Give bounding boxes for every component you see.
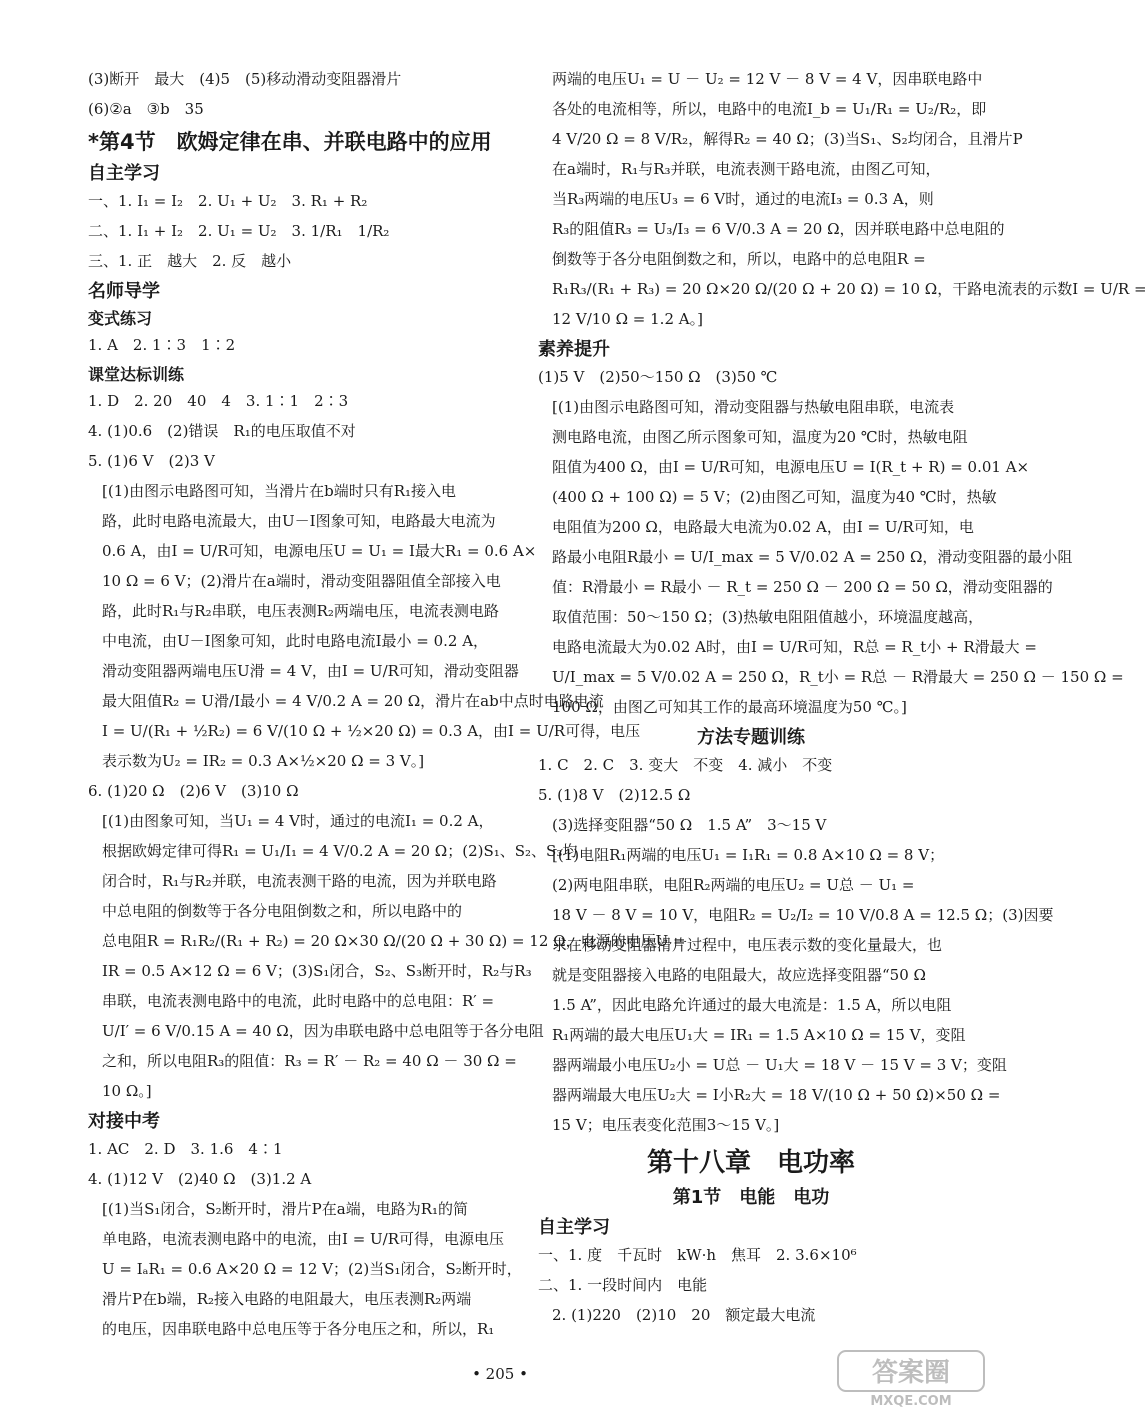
answer-line: 取值范围：50～150 Ω；(3)热敏电阻阻值越小，环境温度越高， — [552, 608, 984, 626]
answer-line: 中总电阻的倒数等于各分电阻倒数之和，所以电路中的 — [102, 902, 463, 920]
answer-line: 18 V － 8 V = 10 V，电阻R₂ = U₂/I₂ = 10 V/0.8 A = 12.5 Ω；(3)因要 — [552, 906, 1054, 924]
answer-line: 路，此时R₁与R₂串联，电压表测R₂两端电压，电流表测电路 — [102, 602, 499, 620]
answer-line: 电阻值为200 Ω，电路最大电流为0.02 A，由I = U/R可知，电 — [552, 518, 974, 536]
page-number: • 205 • — [472, 1365, 528, 1383]
answer-line: 1. AC 2. D 3. 1.6 4∶1 — [88, 1140, 283, 1158]
section-heading: 对接中考 — [88, 1111, 160, 1132]
answer-line: 1. D 2. 20 40 4 3. 1∶1 2∶3 — [88, 392, 349, 410]
answer-line: 在a端时，R₁与R₃并联，电流表测干路电流，由图乙可知， — [552, 160, 941, 178]
answer-line: U/I′ = 6 V/0.15 A = 40 Ω，因为串联电路中总电阻等于各分电阻 — [102, 1022, 544, 1040]
answer-line: 两端的电压U₁ = U － U₂ = 12 V － 8 V = 4 V，因串联电路中 — [552, 70, 983, 88]
answer-line: 10 Ω = 6 V；(2)滑片在a端时，滑动变阻器阻值全部接入电 — [102, 572, 501, 590]
answer-line: 滑动变阻器两端电压U滑 = 4 V，由I = U/R可知，滑动变阻器 — [102, 662, 519, 680]
answer-line: 4. (1)0.6 (2)错误 R₁的电压取值不对 — [88, 422, 356, 440]
right-column — [538, 68, 1147, 1334]
answer-line: 5. (1)6 V (2)3 V — [88, 452, 215, 470]
answer-line: IR = 0.5 A×12 Ω = 6 V；(3)S₁闭合，S₂、S₃断开时，R₂与R₃ — [102, 962, 532, 980]
answer-line: 4. (1)12 V (2)40 Ω (3)1.2 A — [88, 1170, 312, 1188]
answer-line: 路，此时电路电流最大，由U－I图象可知，电路最大电流为 — [102, 512, 496, 530]
answer-line: [(1)当S₁闭合，S₂断开时，滑片P在a端，电路为R₁的简 — [102, 1200, 469, 1218]
answer-line: 倒数等于各分电阻倒数之和，所以，电路中的总电阻R = — [552, 250, 926, 268]
answer-line: 6. (1)20 Ω (2)6 V (3)10 Ω — [88, 782, 299, 800]
answer-line: 三、1. 正 越大 2. 反 越小 — [88, 252, 292, 270]
section-heading: 自主学习 — [88, 163, 160, 184]
answer-line: 一、1. I₁ = I₂ 2. U₁ + U₂ 3. R₁ + R₂ — [88, 192, 368, 210]
section-title: *第4节 欧姆定律在串、并联电路中的应用 — [88, 130, 492, 154]
answer-line: 器两端最小电压U₂小 = U总 － U₁大 = 18 V － 15 V = 3 V；变阻 — [552, 1056, 1007, 1074]
answer-line: 二、1. 一段时间内 电能 — [538, 1276, 708, 1294]
answer-line: [(1)由图象可知，当U₁ = 4 V时，通过的电流I₁ = 0.2 A， — [102, 812, 494, 830]
answer-line: 表示数为U₂ = IR₂ = 0.3 A×½×20 Ω = 3 V。] — [102, 752, 425, 770]
answer-line: 阻值为400 Ω，由I = U/R可知，电源电压U = I(R_t + R) = 0.01 A× — [552, 458, 1030, 476]
answer-line: (2)两电阻串联，电阻R₂两端的电压U₂ = U总 － U₁ = — [552, 876, 915, 894]
subsection-heading: 变式练习 — [88, 309, 153, 328]
section-heading: 名师导学 — [88, 281, 160, 302]
answer-line: (1)5 V (2)50～150 Ω (3)50 ℃ — [538, 368, 778, 386]
answer-line: 总电阻R = R₁R₂/(R₁ + R₂) = 20 Ω×30 Ω/(20 Ω + 30 Ω) = 12 Ω，电源的电压U = — [102, 932, 686, 950]
centered-heading: 方法专题训练 — [697, 727, 805, 748]
answer-line: (400 Ω + 100 Ω) = 5 V；(2)由图乙可知，温度为40 ℃时，热敏 — [552, 488, 997, 506]
answer-line: 各处的电流相等，所以，电路中的电流I_b = U₁/R₁ = U₂/R₂，即 — [552, 100, 987, 118]
answer-line: 的电压，因串联电路中总电压等于各分电压之和，所以，R₁ — [102, 1320, 495, 1338]
answer-line: R₁R₃/(R₁ + R₃) = 20 Ω×20 Ω/(20 Ω + 20 Ω) = 10 Ω，干路电流表的示数I = U/R = — [552, 280, 1147, 298]
answer-line: 测电路电流，由图乙所示图象可知，温度为20 ℃时，热敏电阻 — [552, 428, 968, 446]
watermark-logo-icon — [836, 1349, 986, 1409]
answer-line: (3)断开 最大 (4)5 (5)移动滑动变阻器滑片 — [88, 70, 402, 88]
answer-line: 0.6 A，由I = U/R可知，电源电压U = U₁ = I最大R₁ = 0.6 A× — [102, 542, 537, 560]
answer-line: 12 V/10 Ω = 1.2 A。] — [552, 310, 703, 328]
answer-line: 求在移动变阻器滑片过程中，电压表示数的变化量最大，也 — [552, 936, 943, 954]
answer-line: 2. (1)220 (2)10 20 额定最大电流 — [552, 1306, 816, 1324]
answer-line: 4 V/20 Ω = 8 V/R₂，解得R₂ = 40 Ω；(3)当S₁、S₂均闭合，且滑片P — [552, 130, 1023, 148]
answer-line: 1. A 2. 1∶3 1∶2 — [88, 336, 236, 354]
answer-line: 1. C 2. C 3. 变大 不变 4. 减小 不变 — [538, 756, 833, 774]
answer-line: 一、1. 度 千瓦时 kW·h 焦耳 2. 3.6×10⁶ — [538, 1246, 857, 1264]
answer-line: 5. (1)8 V (2)12.5 Ω — [538, 786, 691, 804]
answer-line: R₃的阻值R₃ = U₃/I₃ = 6 V/0.3 A = 20 Ω，因并联电路中总电阻的 — [552, 220, 1005, 238]
answer-line: U = IₐR₁ = 0.6 A×20 Ω = 12 V；(2)当S₁闭合，S₂断开时， — [102, 1260, 522, 1278]
answer-line: 电路电流最大为0.02 A时，由I = U/R可知，R总 = R_t小 + R滑最大 = — [552, 638, 1037, 656]
answer-line: (6)②a ③b 35 — [88, 100, 204, 118]
answer-line: 串联，电流表测电路中的电流，此时电路中的总电阻：R′ = — [102, 992, 495, 1010]
answer-line: I = U/(R₁ + ½R₂) = 6 V/(10 Ω + ½×20 Ω) = 0.3 A，由I = U/R可得，电压 — [102, 722, 641, 740]
answer-line: 1.5 A”，因此电路允许通过的最大电流是：1.5 A，所以电阻 — [552, 996, 952, 1014]
answer-line: 中电流，由U－I图象可知，此时电路电流I最小 = 0.2 A， — [102, 632, 489, 650]
answer-line: R₁两端的最大电压U₁大 = IR₁ = 1.5 A×10 Ω = 15 V，变阻 — [552, 1026, 966, 1044]
answer-line: 单电路，电流表测电路中的电流，由I = U/R可得，电源电压 — [102, 1230, 505, 1248]
answer-line: U/I_max = 5 V/0.02 A = 250 Ω，R_t小 = R总 － R滑最大 = 250 Ω － 150 Ω = — [552, 668, 1124, 686]
answer-line: (3)选择变阻器“50 Ω 1.5 A” 3～15 V — [552, 816, 827, 834]
answer-line: 15 V；电压表变化范围3～15 V。] — [552, 1116, 780, 1134]
answer-line: 最大阻值R₂ = U滑/I最小 = 4 V/0.2 A = 20 Ω，滑片在ab中点时电路电流 — [102, 692, 604, 710]
watermark-url: MXQE.COM — [870, 1394, 952, 1409]
answer-line: [(1)由图示电路图可知，滑动变阻器与热敏电阻串联，电流表 — [552, 398, 955, 416]
section-heading: 素养提升 — [538, 339, 610, 360]
chapter-title: 第十八章 电功率 — [646, 1148, 855, 1178]
answer-line: 当R₃两端的电压U₃ = 6 V时，通过的电流I₃ = 0.3 A，则 — [552, 190, 934, 208]
answer-line: 值：R滑最小 = R最小 － R_t = 250 Ω － 200 Ω = 50 Ω，滑动变阻器的 — [552, 578, 1053, 596]
answer-line: 闭合时，R₁与R₂并联，电流表测干路的电流，因为并联电路 — [102, 872, 497, 890]
answer-line: 二、1. I₁ + I₂ 2. U₁ = U₂ 3. 1/R₁ 1/R₂ — [88, 222, 390, 240]
answer-line: 就是变阻器接入电路的电阻最大，故应选择变阻器“50 Ω — [552, 966, 926, 984]
answer-line: 10 Ω。] — [102, 1082, 152, 1100]
section-heading: 自主学习 — [538, 1217, 610, 1238]
subsection-heading: 课堂达标训练 — [88, 365, 185, 384]
answer-line: 根据欧姆定律可得R₁ = U₁/I₁ = 4 V/0.2 A = 20 Ω；(2)S₁、S₂、S₃均 — [102, 842, 578, 860]
answer-line: 之和，所以电阻R₃的阻值：R₃ = R′ － R₂ = 40 Ω － 30 Ω = — [102, 1052, 517, 1070]
answer-line: 器两端最大电压U₂大 = I小R₂大 = 18 V/(10 Ω + 50 Ω)×50 Ω = — [552, 1086, 1001, 1104]
answer-line: 路最小电阻R最小 = U/I_max = 5 V/0.02 A = 250 Ω，滑动变阻器的最小阻 — [552, 548, 1073, 566]
answer-line: 滑片P在b端，R₂接入电路的电阻最大，电压表测R₂两端 — [102, 1290, 472, 1308]
answer-line: [(1)电阻R₁两端的电压U₁ = I₁R₁ = 0.8 A×10 Ω = 8 V； — [552, 846, 945, 864]
answer-line: [(1)由图示电路图可知，当滑片在b端时只有R₁接入电 — [102, 482, 457, 500]
answer-line: 100 Ω，由图乙可知其工作的最高环境温度为50 ℃。] — [552, 698, 907, 716]
centered-heading: 第1节 电能 电功 — [672, 1187, 830, 1208]
watermark-text: 答案圈 — [871, 1358, 951, 1388]
